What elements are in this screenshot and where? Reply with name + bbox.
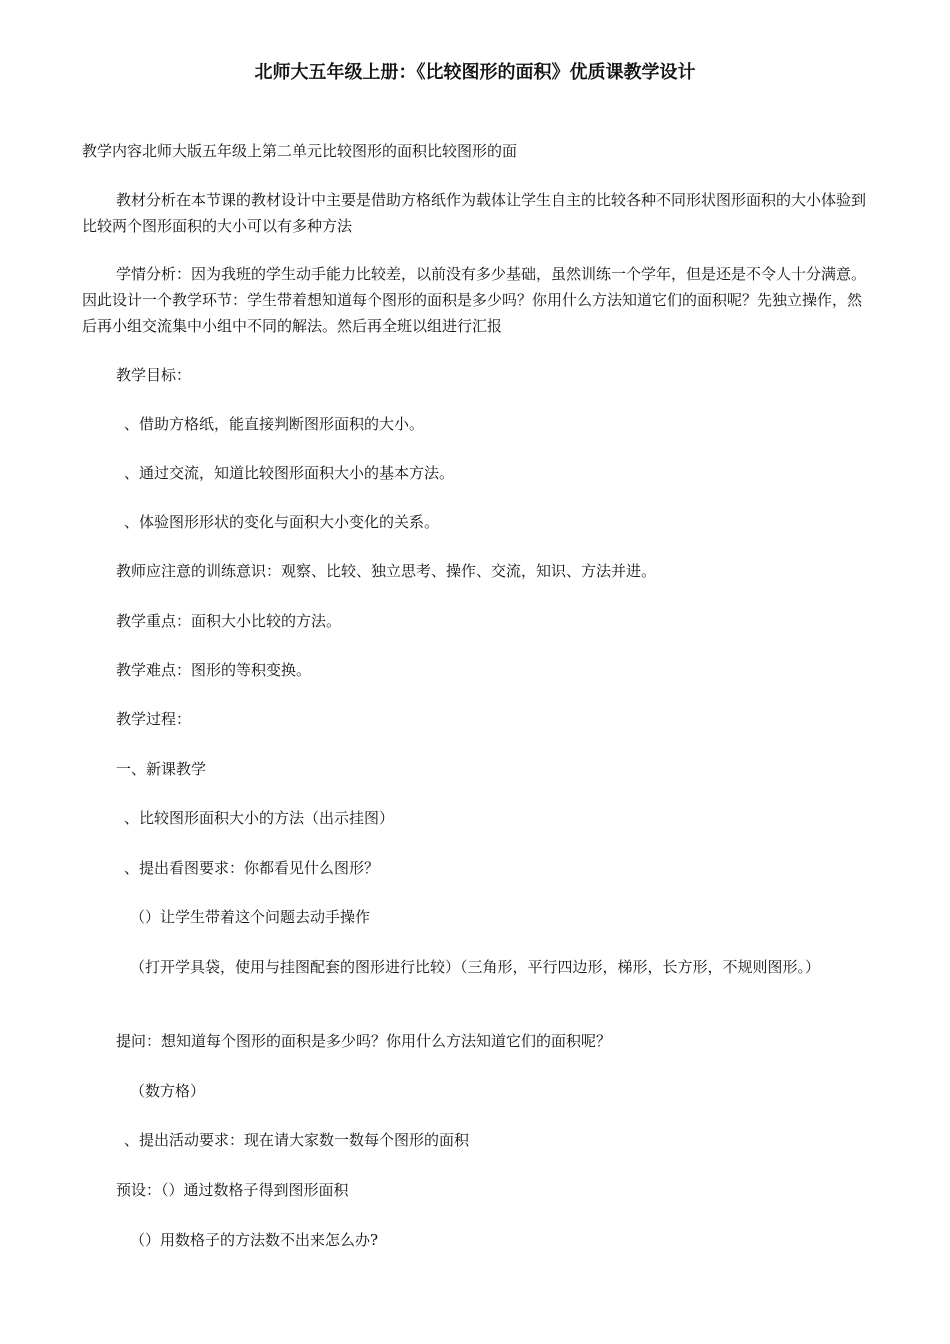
process-subitem-1: （）让学生带着这个问题去动手操作 xyxy=(130,908,371,926)
heading-new-lesson: 一、新课教学 xyxy=(116,760,207,778)
paragraph-preset-1: 预设：（）通过数格子得到图形面积 xyxy=(116,1181,349,1199)
goal-item-1: 、借助方格纸，能直接判断图形面积的大小。 xyxy=(124,415,425,433)
paragraph-count-squares: （数方格） xyxy=(130,1082,206,1100)
paragraph-question: 提问：想知道每个图形的面积是多少吗？你用什么方法知道它们的面积呢？ xyxy=(116,1032,612,1050)
paragraph-key-point: 教学重点：面积大小比较的方法。 xyxy=(116,612,342,630)
goal-item-3: 、体验图形形状的变化与面积大小变化的关系。 xyxy=(124,513,440,531)
heading-teaching-process: 教学过程： xyxy=(116,710,192,728)
paragraph-open-kit: （打开学具袋，使用与挂图配套的图形进行比较）（三角形，平行四边形，梯形，长方形，不规则图形。） xyxy=(130,958,821,976)
goal-item-2: 、通过交流，知道比较图形面积大小的基本方法。 xyxy=(124,464,455,482)
process-item-3: 、提出活动要求：现在请大家数一数每个图形的面积 xyxy=(124,1131,470,1149)
paragraph-training-awareness: 教师应注意的训练意识：观察、比较、独立思考、操作、交流，知识、方法并进。 xyxy=(116,562,657,580)
heading-teaching-goals: 教学目标： xyxy=(116,366,192,384)
document-title: 北师大五年级上册：《比较图形的面积》优质课教学设计 xyxy=(254,62,696,83)
paragraph-textbook-analysis: 教材分析在本节课的教材设计中主要是借助方格纸作为载体让学生自主的比较各种不同形状图形面积的大小体验到比较两个图形面积的大小可以有多种方法 xyxy=(82,191,867,235)
paragraph-content: 教学内容北师大版五年级上第二单元比较图形的面积比较图形的面 xyxy=(82,142,518,160)
paragraph-student-analysis: 学情分析：因为我班的学生动手能力比较差，以前没有多少基础，虽然训练一个学年，但是还是不令人十分满意。因此设计一个教学环节：学生带着想知道每个图形的面积是多少吗？你用什么方法知道它们的面积呢？先独立操作，然后再小组交流集中小组中不同的解法。然后再全班以组进行汇报 xyxy=(82,265,867,335)
paragraph-difficulty: 教学难点：图形的等积变换。 xyxy=(116,661,312,679)
process-item-1: 、比较图形面积大小的方法（出示挂图） xyxy=(124,809,395,827)
paragraph-preset-2: （）用数格子的方法数不出来怎么办? xyxy=(130,1231,379,1249)
process-item-2: 、提出看图要求：你都看见什么图形？ xyxy=(124,859,380,877)
